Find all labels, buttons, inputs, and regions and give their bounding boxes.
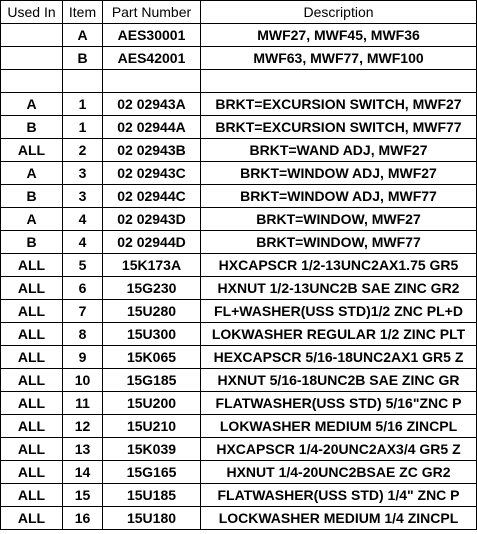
part-number-cell: 15K039 [103,438,201,461]
description-cell: HXCAPSCR 1/2-13UNC2AX1.75 GR5 [201,254,477,277]
description-cell: BRKT=WINDOW, MWF27 [201,208,477,231]
used-in-cell [1,24,63,47]
used-in-cell: ALL [1,277,63,300]
description-cell: LOCKWASHER MEDIUM 1/4 ZINCPL [201,507,477,530]
table-row [1,507,477,530]
used-in-cell: ALL [1,139,63,162]
table-row [1,24,477,47]
used-in-cell: ALL [1,415,63,438]
part-number-cell [103,70,201,93]
table-row [1,116,477,139]
part-number-cell: 15G165 [103,461,201,484]
part-number-cell: 02 02944A [103,116,201,139]
header-row [1,1,477,24]
used-in-cell: B [1,231,63,254]
description-cell: MWF63, MWF77, MWF100 [201,47,477,70]
item-cell: 14 [63,461,103,484]
header-item: Item [63,1,103,24]
part-number-cell: 15U210 [103,415,201,438]
description-cell: HXCAPSCR 1/4-20UNC2AX3/4 GR5 Z [201,438,477,461]
description-cell: BRKT=WINDOW ADJ, MWF27 [201,162,477,185]
table-row [1,254,477,277]
part-number-cell: AES30001 [103,24,201,47]
item-cell: 6 [63,277,103,300]
header-description: Description [201,1,477,24]
part-number-cell: 15U200 [103,392,201,415]
description-cell: LOKWASHER REGULAR 1/2 ZINC PLT [201,323,477,346]
item-cell: 1 [63,116,103,139]
item-cell: 8 [63,323,103,346]
used-in-cell: A [1,208,63,231]
table-row [1,47,477,70]
table-row [1,300,477,323]
part-number-cell: 02 02944D [103,231,201,254]
used-in-cell: ALL [1,484,63,507]
table-row [1,323,477,346]
part-number-cell: 02 02943D [103,208,201,231]
item-cell: B [63,47,103,70]
description-cell: FL+WASHER(USS STD)1/2 ZNC PL+D [201,300,477,323]
header-used-in: Used In [1,1,63,24]
part-number-cell: 15U185 [103,484,201,507]
used-in-cell: ALL [1,438,63,461]
used-in-cell: ALL [1,369,63,392]
table-row [1,484,477,507]
table-row [1,185,477,208]
table-row [1,208,477,231]
part-number-cell: 15U300 [103,323,201,346]
table-row [1,392,477,415]
item-cell [63,70,103,93]
table-row [1,139,477,162]
description-cell: BRKT=EXCURSION SWITCH, MWF77 [201,116,477,139]
item-cell: 3 [63,162,103,185]
item-cell: 2 [63,139,103,162]
part-number-cell: 02 02944C [103,185,201,208]
part-number-cell: 15G185 [103,369,201,392]
used-in-cell [1,47,63,70]
description-cell: FLATWASHER(USS STD) 1/4" ZNC P [201,484,477,507]
item-cell: 7 [63,300,103,323]
item-cell: 4 [63,231,103,254]
table-row [1,162,477,185]
item-cell: A [63,24,103,47]
description-cell: FLATWASHER(USS STD) 5/16"ZNC P [201,392,477,415]
table-row [1,277,477,300]
used-in-cell: ALL [1,254,63,277]
part-number-cell: 02 02943A [103,93,201,116]
used-in-cell: ALL [1,300,63,323]
description-cell: HEXCAPSCR 5/16-18UNC2AX1 GR5 Z [201,346,477,369]
description-cell: HXNUT 1/2-13UNC2B SAE ZINC GR2 [201,277,477,300]
part-number-cell: 15U280 [103,300,201,323]
item-cell: 4 [63,208,103,231]
item-cell: 10 [63,369,103,392]
description-cell: BRKT=WINDOW, MWF77 [201,231,477,254]
used-in-cell [1,70,63,93]
description-cell: HXNUT 1/4-20UNC2BSAE ZC GR2 [201,461,477,484]
used-in-cell: A [1,162,63,185]
item-cell: 3 [63,185,103,208]
table-row [1,438,477,461]
header-part-number: Part Number [103,1,201,24]
table-row [1,93,477,116]
used-in-cell: B [1,185,63,208]
used-in-cell: ALL [1,346,63,369]
table-row [1,415,477,438]
description-cell: MWF27, MWF45, MWF36 [201,24,477,47]
description-cell: BRKT=EXCURSION SWITCH, MWF27 [201,93,477,116]
item-cell: 15 [63,484,103,507]
part-number-cell: AES42001 [103,47,201,70]
item-cell: 13 [63,438,103,461]
used-in-cell: A [1,93,63,116]
used-in-cell: ALL [1,461,63,484]
item-cell: 12 [63,415,103,438]
description-cell: LOKWASHER MEDIUM 5/16 ZINCPL [201,415,477,438]
part-number-cell: 02 02943B [103,139,201,162]
part-number-cell: 15U180 [103,507,201,530]
description-cell: HXNUT 5/16-18UNC2B SAE ZINC GR [201,369,477,392]
table-row [1,369,477,392]
description-cell: BRKT=WAND ADJ, MWF27 [201,139,477,162]
description-cell: BRKT=WINDOW ADJ, MWF77 [201,185,477,208]
item-cell: 1 [63,93,103,116]
table-row [1,70,477,93]
used-in-cell: ALL [1,323,63,346]
item-cell: 5 [63,254,103,277]
part-number-cell: 15K173A [103,254,201,277]
item-cell: 16 [63,507,103,530]
table-row [1,231,477,254]
used-in-cell: ALL [1,507,63,530]
table-row [1,346,477,369]
item-cell: 9 [63,346,103,369]
item-cell: 11 [63,392,103,415]
used-in-cell: B [1,116,63,139]
part-number-cell: 15G230 [103,277,201,300]
part-number-cell: 15K065 [103,346,201,369]
used-in-cell: ALL [1,392,63,415]
table-row [1,461,477,484]
part-number-cell: 02 02943C [103,162,201,185]
description-cell [201,70,477,93]
